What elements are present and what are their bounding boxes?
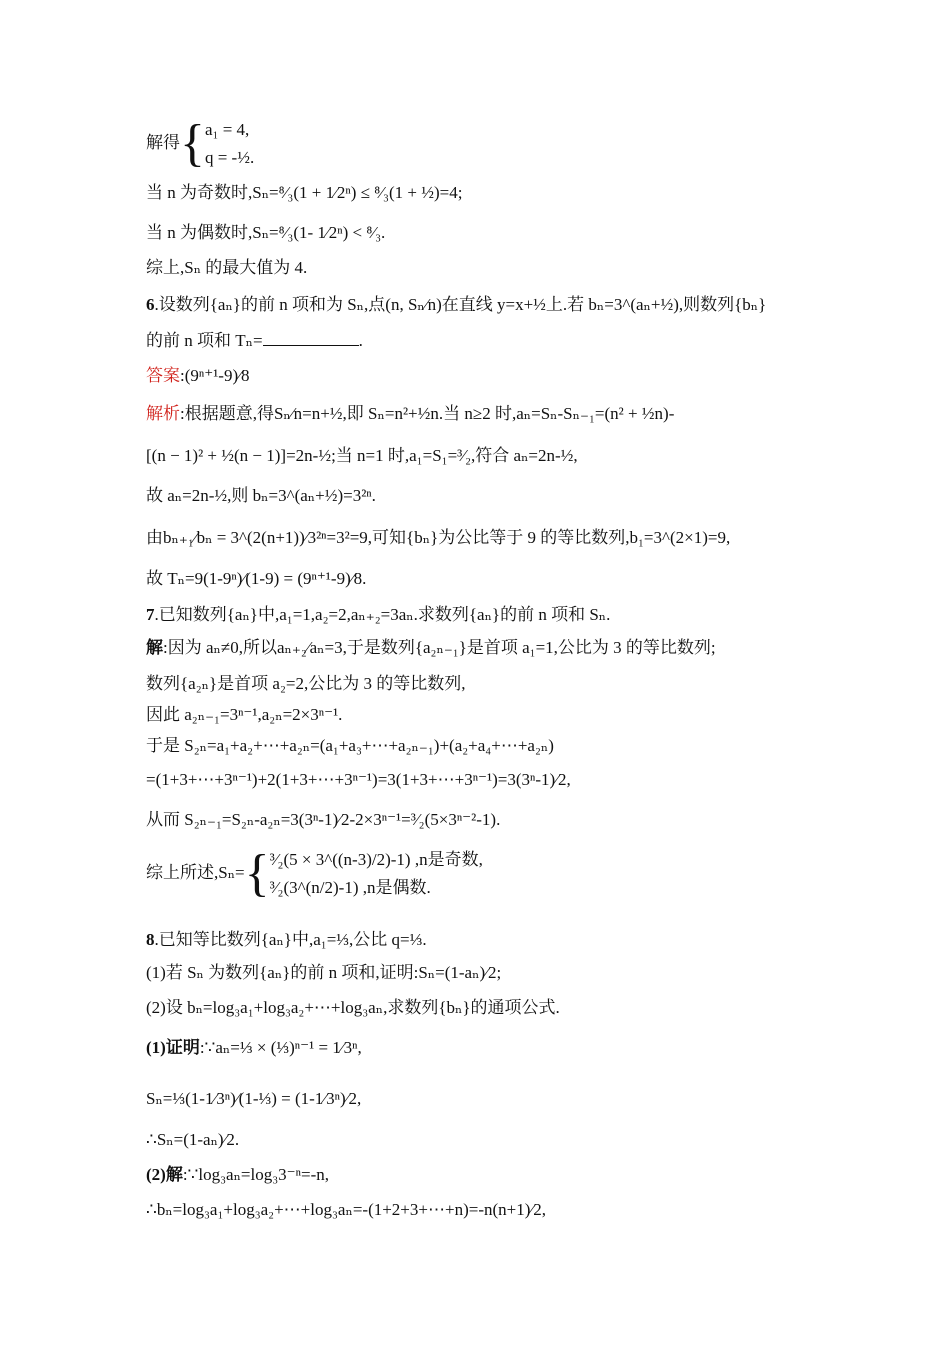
odd-case-line: 当 n 为奇数时,Sₙ=⁸⁄₃(1 + 1⁄2ⁿ) ≤ ⁸⁄₃(1 + ½)=4;	[146, 183, 463, 202]
analysis-line-4: 由bₙ₊₁⁄bₙ = 3^(2(n+1))⁄3²ⁿ=3²=9,可知{bₙ}为公比等于 9 的等比数列,b₁=3^(2×1)=9,	[146, 528, 731, 547]
analysis-text: :根据题意,得Sₙ⁄n=n+½,即 Sₙ=n²+½n.当 n≥2 时,aₙ=Sₙ-Sₙ₋₁=(n² + ½n)-	[180, 404, 675, 423]
solution-label: 解	[146, 638, 163, 657]
question-text: 的前 n 项和 Tₙ=	[146, 331, 263, 350]
q7-summary	[146, 846, 483, 902]
even-case-line: 当 n 为偶数时,Sₙ=⁸⁄₃(1- 1⁄2ⁿ) < ⁸⁄₃.	[146, 223, 386, 242]
question-number: 7	[146, 605, 155, 624]
question-number: 6	[146, 295, 155, 314]
period: .	[358, 331, 363, 350]
even-case: ³⁄₂(3^(n/2)-1) ,n是偶数.	[269, 878, 431, 897]
summary-label: 综上所述,Sₙ=	[146, 862, 245, 882]
odd-case: ³⁄₂(5 × 3^((n-3)/2)-1) ,n是奇数,	[269, 850, 483, 869]
question-6-line-2	[146, 329, 363, 353]
eq-a1: a₁ = 4,	[204, 120, 250, 139]
question-number: 8	[146, 930, 155, 949]
solution-text: :∵log₃aₙ=log₃3⁻ⁿ=-n,	[182, 1165, 329, 1184]
system-equations	[205, 116, 254, 172]
analysis-line-1	[146, 402, 674, 426]
solve-label: 解得	[146, 132, 180, 152]
q7-solution-line-2: 数列{a₂ₙ}是首项 a₂=2,公比为 3 的等比数列,	[146, 674, 466, 693]
solution-text: :因为 aₙ≠0,所以aₙ₊₂⁄aₙ=3,于是数列{a₂ₙ₋₁}是首项 a₁=1,公比为 3 的等比数列;	[163, 638, 716, 657]
q8-proof-line-2: Sₙ=⅓(1-1⁄3ⁿ)⁄(1-⅓) = (1-1⁄3ⁿ)⁄2,	[146, 1089, 362, 1108]
proof-label: (1)证明	[146, 1038, 200, 1057]
question-8-line	[146, 928, 427, 952]
q8-part-1: (1)若 Sₙ 为数列{aₙ}的前 n 项和,证明:Sₙ=(1-aₙ)⁄2;	[146, 963, 502, 982]
q8-proof-line-3: ∴Sₙ=(1-aₙ)⁄2.	[146, 1130, 240, 1149]
system-solution	[146, 116, 254, 172]
q7-solution-line-5: =(1+3+⋯+3ⁿ⁻¹)+2(1+3+⋯+3ⁿ⁻¹)=3(1+3+⋯+3ⁿ⁻¹)=3(3ⁿ-1)⁄2,	[146, 770, 571, 789]
q7-solution-line-4: 于是 S₂ₙ=a₁+a₂+⋯+a₂ₙ=(a₁+a₃+⋯+a₂ₙ₋₁)+(a₂+a₄+⋯+a₂ₙ)	[146, 736, 554, 755]
q8-solution-line-2: ∴bₙ=log₃a₁+log₃a₂+⋯+log₃aₙ=-(1+2+3+⋯+n)=-n(n+1)⁄2,	[146, 1200, 546, 1219]
answer-blank	[263, 329, 359, 346]
q7-solution-line-1	[146, 636, 716, 660]
question-text: .已知数列{aₙ}中,a₁=1,a₂=2,aₙ₊₂=3aₙ.求数列{aₙ}的前 n 项和 Sₙ.	[154, 605, 611, 624]
piecewise-cases	[270, 846, 483, 902]
conclusion-line: 综上,Sₙ 的最大值为 4.	[146, 258, 308, 277]
answer-value: :(9ⁿ⁺¹-9)⁄8	[180, 366, 250, 385]
analysis-line-2: [(n − 1)² + ½(n − 1)]=2n-½;当 n=1 时,a₁=S₁=³⁄₂,符合 aₙ=2n-½,	[146, 446, 578, 465]
analysis-label: 解析	[146, 404, 180, 423]
eq-q: q = -½.	[204, 148, 255, 167]
q7-solution-line-3: 因此 a₂ₙ₋₁=3ⁿ⁻¹,a₂ₙ=2×3ⁿ⁻¹.	[146, 705, 343, 724]
question-text: .设数列{aₙ}的前 n 项和为 Sₙ,点(n, Sₙ⁄n)在直线 y=x+½上.若 bₙ=3^(aₙ+½),则数列{bₙ}	[154, 295, 767, 314]
q8-solution-line-1	[146, 1163, 329, 1187]
proof-text: :∵aₙ=⅓ × (⅓)ⁿ⁻¹ = 1⁄3ⁿ,	[199, 1038, 362, 1057]
q7-solution-line-6: 从而 S₂ₙ₋₁=S₂ₙ-a₂ₙ=3(3ⁿ-1)⁄2-2×3ⁿ⁻¹=³⁄₂(5×3ⁿ⁻²-1).	[146, 810, 501, 829]
q8-part-2: (2)设 bₙ=log₃a₁+log₃a₂+⋯+log₃aₙ,求数列{bₙ}的通项公式.	[146, 998, 560, 1017]
analysis-line-5: 故 Tₙ=9(1-9ⁿ)⁄(1-9) = (9ⁿ⁺¹-9)⁄8.	[146, 569, 367, 588]
question-6-line-1	[146, 293, 766, 317]
question-7-line	[146, 603, 610, 627]
answer-label: 答案	[146, 366, 180, 385]
question-text: .已知等比数列{aₙ}中,a₁=⅓,公比 q=⅓.	[154, 930, 427, 949]
left-brace: {	[180, 115, 205, 172]
q8-proof-line-1	[146, 1036, 362, 1060]
analysis-line-3: 故 aₙ=2n-½,则 bₙ=3^(aₙ+½)=3²ⁿ.	[146, 486, 376, 505]
left-brace: {	[244, 845, 270, 902]
answer-line	[146, 364, 249, 388]
solution-label: (2)解	[146, 1165, 183, 1184]
